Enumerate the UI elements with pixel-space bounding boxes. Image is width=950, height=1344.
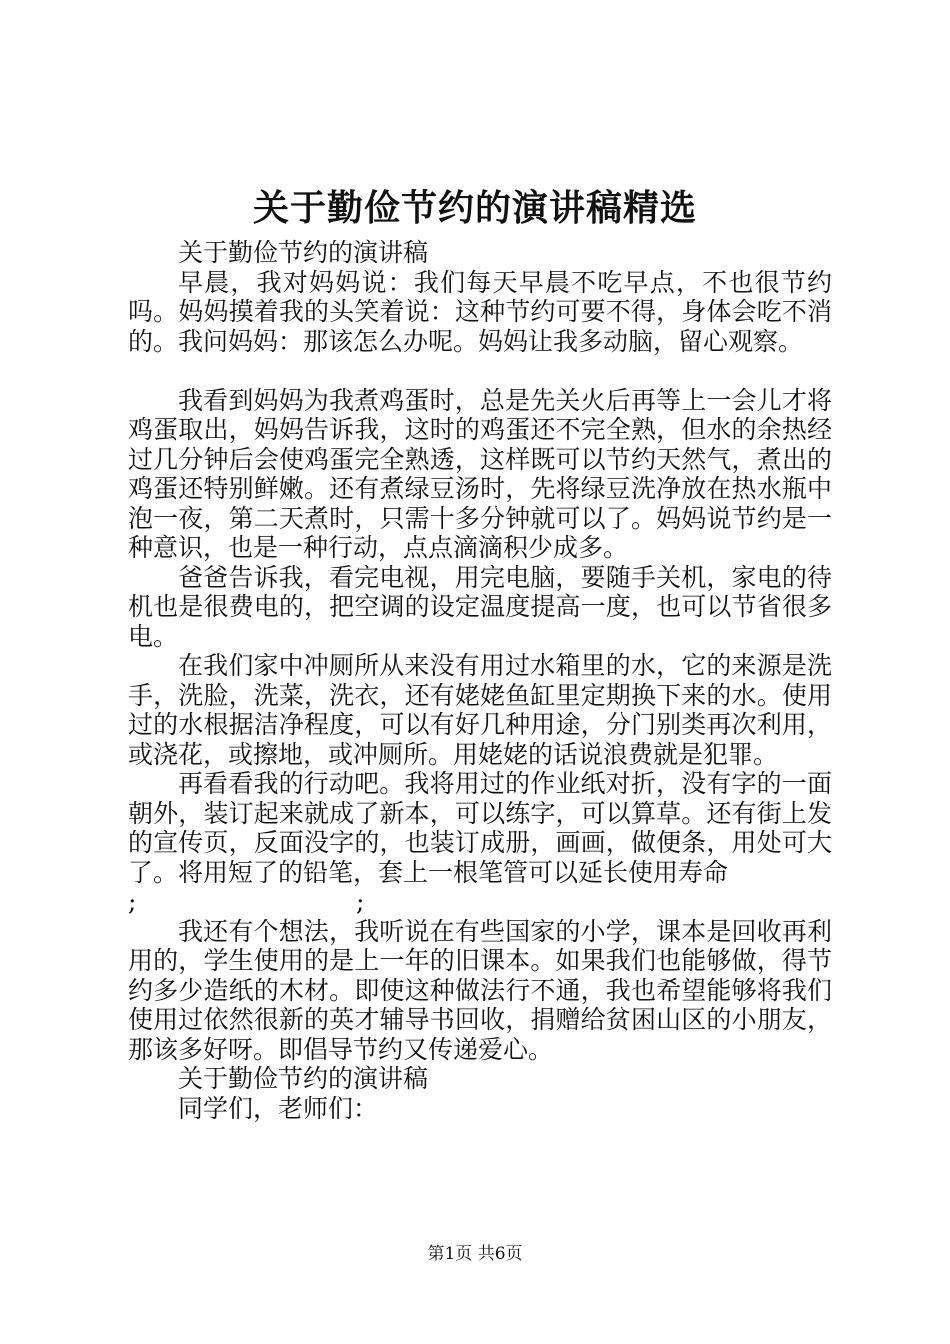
semicolon-mark: ;	[128, 887, 137, 916]
paragraph-my-actions: 再看看我的行动吧。我将用过的作业纸对折，没有字的一面朝外，装订起来就成了新本，可以练字，可以算草。还有街上发的宣传页，反面没字的，也装订成册，画画，做便条，用处可大了。将用短了的铅笔，套上一根笔管可以延长使用寿命	[128, 769, 832, 887]
paragraph-eggs: 我看到妈妈为我煮鸡蛋时，总是先关火后再等上一会儿才将鸡蛋取出，妈妈告诉我，这时的鸡蛋还不完全熟，但水的余热经过几分钟后会使鸡蛋完全熟透，这样既可以节约天然气，煮出的鸡蛋还特别鲜嫩。还有煮绿豆汤时，先将绿豆洗净放在热水瓶中泡一夜，第二天煮时，只需十多分钟就可以了。妈妈说节约是一种意识，也是一种行动，点点滴滴积少成多。	[128, 385, 832, 562]
paragraph-greeting: 同学们，老师们：	[178, 1093, 379, 1123]
document-body	[128, 238, 832, 1123]
semicolon-mark: ;	[356, 887, 365, 916]
paragraph-textbooks: 我还有个想法，我听说在有些国家的小学，课本是回收再利用的，学生使用的是上一年的旧课本。如果我们也能够做，得节约多少造纸的木材。即使这种做法行不通，我也希望能够将我们使用过依然很新的英才辅导书回收，捐赠给贫困山区的小朋友，那该多好呀。即倡导节约又传递爱心。	[128, 916, 832, 1064]
page-footer: 第1页 共6页	[427, 1244, 523, 1264]
semicolon-line	[128, 887, 832, 917]
document-title: 关于勤俭节约的演讲稿精选	[252, 187, 697, 229]
paragraph-water-reuse: 在我们家中冲厕所从来没有用过水箱里的水，它的来源是洗手，洗脸，洗菜，洗衣，还有姥姥鱼缸里定期换下来的水。使用过的水根据洁净程度，可以有好几种用途，分门别类再次利用，或浇花，或擦地，或冲厕所。用姥姥的话说浪费就是犯罪。	[128, 651, 832, 769]
paragraph-heading-1: 关于勤俭节约的演讲稿	[178, 238, 429, 267]
paragraph-breakfast: 早晨，我对妈妈说：我们每天早晨不吃早点，不也很节约吗。妈妈摸着我的头笑着说：这种节约可要不得，身体会吃不消的。我问妈妈：那该怎么办呢。妈妈让我多动脑，留心观察。	[128, 267, 832, 356]
paragraph-dad-electricity: 爸爸告诉我，看完电视，用完电脑，要随手关机，家电的待机也是很费电的，把空调的设定温度提高一度，也可以节省很多电。	[128, 562, 832, 651]
paragraph-heading-2: 关于勤俭节约的演讲稿	[178, 1064, 429, 1093]
